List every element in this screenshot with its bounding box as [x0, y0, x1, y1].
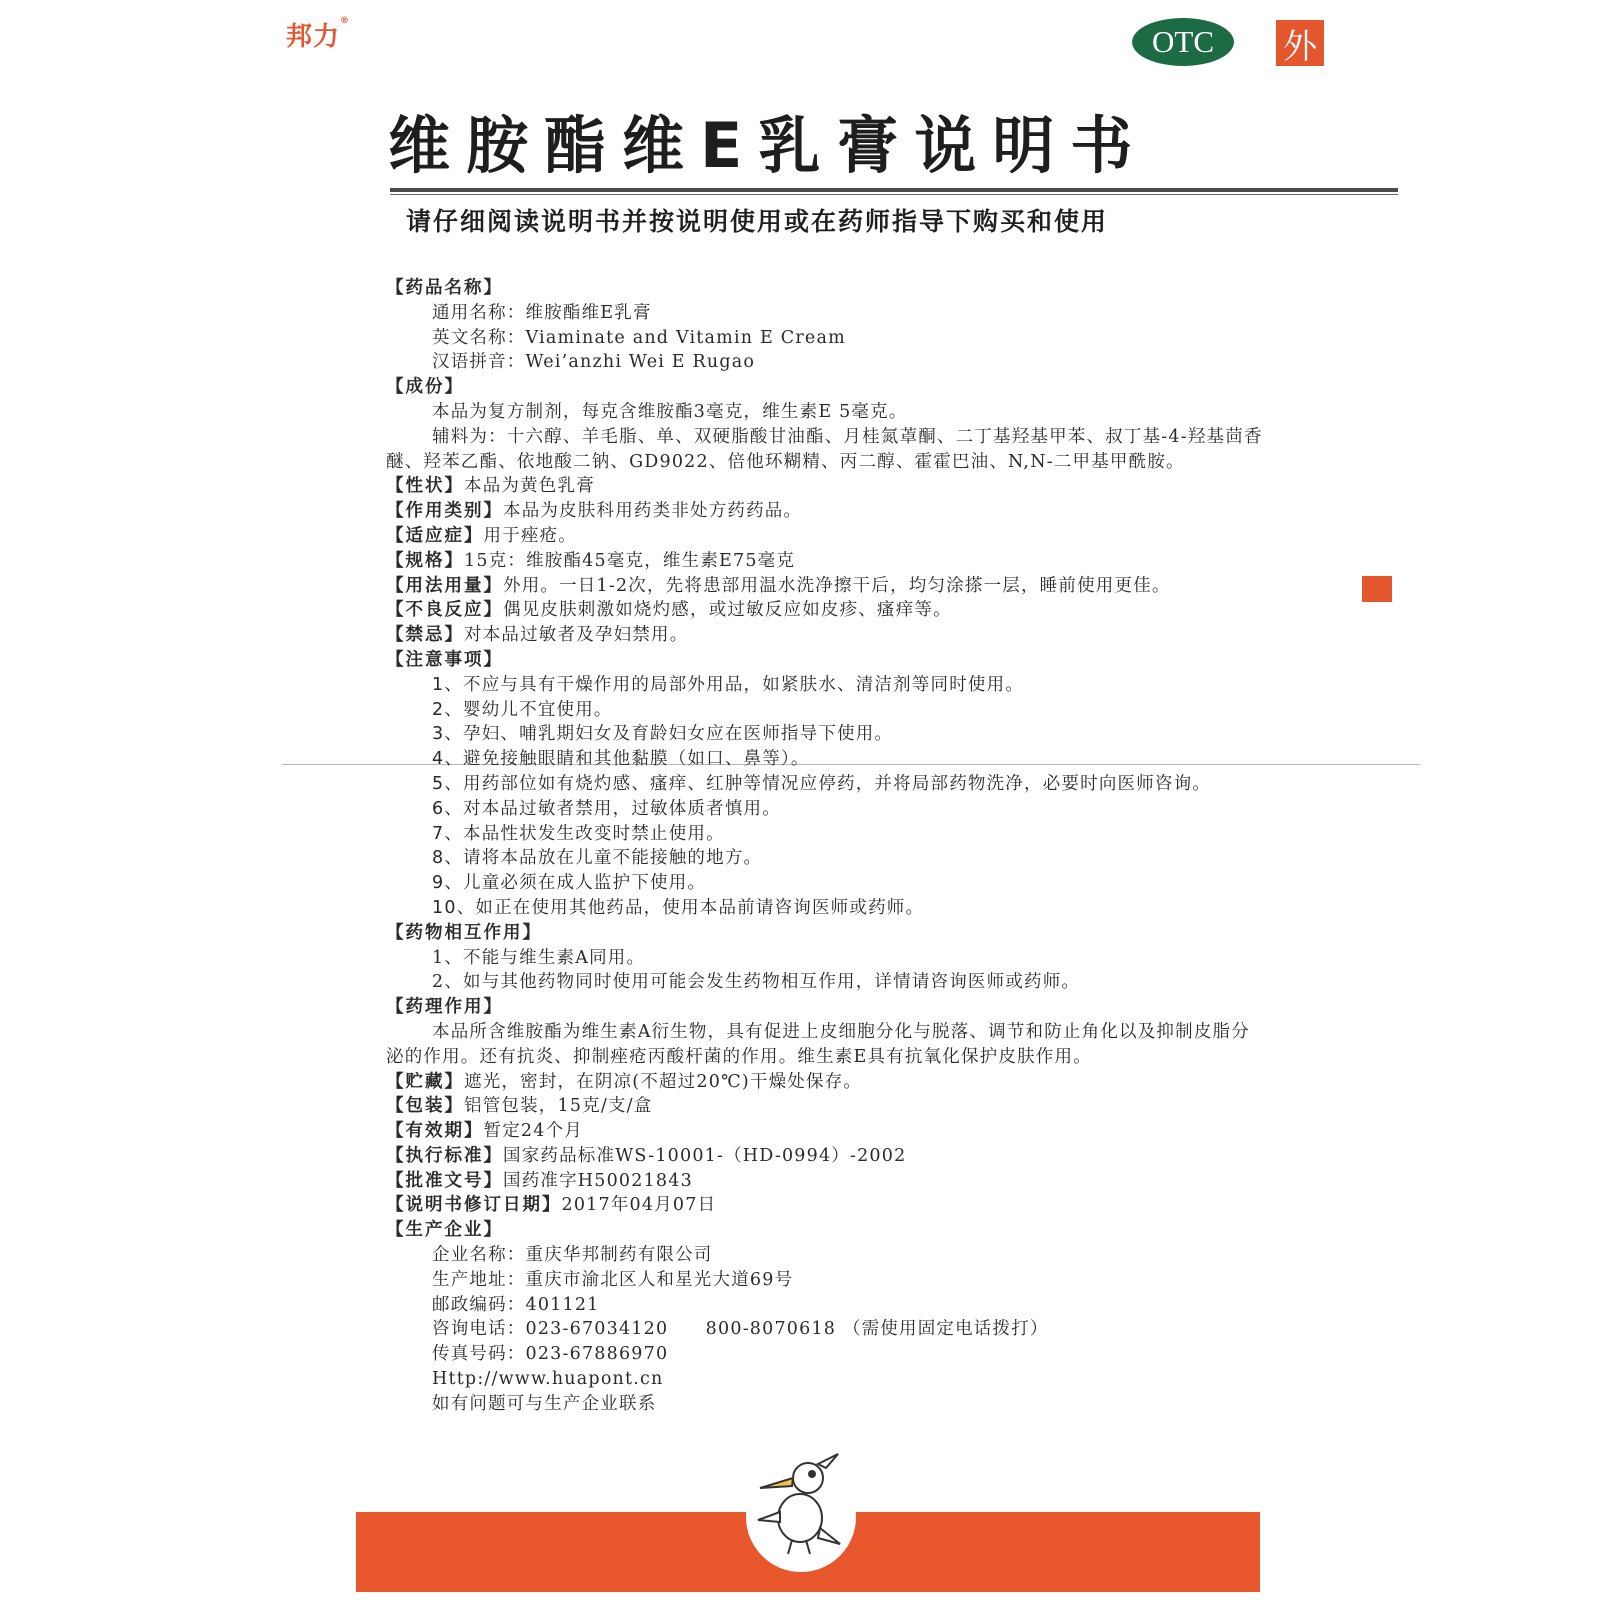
composition-excipients: 辅料为：十六醇、羊毛脂、单、双硬脂酸甘油酯、月桂氮䓬酮、二丁基羟基甲苯、叔丁基-4-羟基茴香醚、羟苯乙酯、依地酸二钠、GD9022、倍他环糊精、丙二醇、霍霍巴油、N,N-二甲基甲酰胺。 [386, 426, 1263, 472]
external-use-label: 外 [1283, 26, 1317, 67]
bird-mascot-icon [748, 1448, 848, 1562]
standard-label: 【执行标准】 [386, 1145, 503, 1166]
precaution-item: 5、用药部位如有烧灼感、瘙痒、红肿等情况应停药，并将局部药物洗净，必要时向医师咨询。 [432, 773, 1212, 794]
name-english: 英文名称：Viaminate and Vitamin E Cream [432, 327, 846, 348]
manufacturer-address: 生产地址：重庆市渝北区人和星光大道69号 [432, 1269, 794, 1290]
revision-row [386, 1193, 1286, 1218]
precaution-item: 4、避免接触眼睛和其他黏膜（如口、鼻等）。 [432, 749, 810, 770]
interaction-item: 1、不能与维生素A同用。 [432, 947, 646, 968]
registered-mark: ® [340, 16, 351, 26]
brand-logo [286, 16, 350, 53]
composition-main: 本品为复方制剂，每克含维胺酯3毫克，维生素E 5毫克。 [432, 401, 908, 422]
section-header-composition: 【成份】 [386, 377, 464, 398]
category-label: 【作用类别】 [386, 501, 503, 522]
package-row [386, 1094, 1286, 1119]
contra-label: 【禁忌】 [386, 625, 464, 646]
usage-text: 外用。一日1-2次，先将患部用温水洗净擦干后，均匀涂搽一层，睡前使用更佳。 [503, 575, 1171, 596]
indication-label: 【适应症】 [386, 525, 484, 546]
appearance-row [386, 474, 1286, 499]
interaction-item: 2、如与其他药物同时使用可能会发生药物相互作用，详情请咨询医师或药师。 [432, 972, 1081, 993]
precaution-item: 10、如正在使用其他药品，使用本品前请咨询医师或药师。 [432, 897, 925, 918]
precaution-item: 1、不应与具有干燥作用的局部外用品，如紧肤水、清洁剂等同时使用。 [432, 674, 1025, 695]
precaution-item: 9、儿童必须在成人监护下使用。 [432, 873, 707, 894]
usage-label: 【用法用量】 [386, 575, 503, 596]
usage-row [386, 574, 1286, 599]
precaution-item: 7、本品性状发生改变时禁止使用。 [432, 823, 725, 844]
precaution-item: 3、孕妇、哺乳期妇女及育龄妇女应在医师指导下使用。 [432, 724, 894, 745]
precaution-item: 2、婴幼儿不宜使用。 [432, 699, 613, 720]
package-text: 铝管包装，15克/支/盒 [464, 1096, 653, 1117]
appearance-text: 本品为黄色乳膏 [464, 476, 595, 497]
manufacturer-name: 企业名称：重庆华邦制药有限公司 [432, 1245, 713, 1266]
title-divider [390, 188, 1398, 192]
section-header-pharmacology: 【药理作用】 [386, 997, 503, 1018]
title-divider-thin [390, 194, 1398, 195]
otc-label: OTC [1152, 24, 1214, 59]
approval-row [386, 1169, 1286, 1194]
section-header-name: 【药品名称】 [386, 278, 503, 298]
package-label: 【包装】 [386, 1096, 464, 1117]
approval-text: 国药准字H50021843 [503, 1170, 693, 1191]
storage-label: 【贮藏】 [386, 1071, 464, 1092]
indication-row [386, 524, 1286, 549]
contra-row [386, 623, 1286, 648]
name-pinyin: 汉语拼音：Wei’anzhi Wei E Rugao [432, 352, 756, 373]
appearance-label: 【性状】 [386, 476, 464, 497]
brand-name: 邦力 [286, 22, 341, 52]
adverse-row [386, 598, 1286, 623]
standard-text: 国家药品标准WS-10001-（HD-0994）-2002 [503, 1145, 907, 1166]
adverse-label: 【不良反应】 [386, 600, 503, 621]
page-title: 维胺酯维E乳膏说明书 [388, 109, 1149, 182]
leaflet-body [386, 276, 1286, 1417]
approval-label: 【批准文号】 [386, 1170, 503, 1191]
contra-text: 对本品过敏者及孕妇禁用。 [464, 625, 689, 646]
category-text: 本品为皮肤科用药类非处方药药品。 [503, 501, 803, 522]
manufacturer-phone: 咨询电话：023-67034120 800-8070618 （需使用固定电话拨打） [432, 1319, 1049, 1340]
page-subtitle: 请仔细阅读说明书并按说明使用或在药师指导下购买和使用 [406, 207, 1109, 236]
spec-text: 15克：维胺酯45毫克，维生素E75毫克 [464, 550, 796, 571]
section-header-manufacturer: 【生产企业】 [386, 1220, 503, 1241]
decorative-red-mark [1362, 576, 1392, 602]
validity-label: 【有效期】 [386, 1121, 484, 1142]
manufacturer-postcode: 邮政编码：401121 [432, 1294, 600, 1315]
name-common: 通用名称：维胺酯维E乳膏 [432, 302, 652, 323]
category-row [386, 499, 1286, 524]
pharmacology-text: 本品所含维胺酯为维生素A衍生物，具有促进上皮细胞分化与脱落、调节和防止角化以及抑制皮脂分泌的作用。还有抗炎、抑制痤疮丙酸杆菌的作用。维生素E具有抗氧化保护皮肤作用。 [386, 1021, 1250, 1067]
indication-text: 用于痤疮。 [483, 525, 577, 546]
section-header-precautions: 【注意事项】 [386, 649, 503, 670]
manufacturer-contact: 如有问题可与生产企业联系 [432, 1393, 657, 1414]
spec-row [386, 549, 1286, 574]
external-use-badge [1276, 20, 1324, 66]
manufacturer-website: Http://www.huapont.cn [432, 1369, 664, 1390]
section-header-interactions: 【药物相互作用】 [386, 922, 542, 943]
storage-text: 遮光，密封，在阴凉(不超过20℃)干燥处保存。 [464, 1071, 863, 1092]
otc-badge [1132, 18, 1234, 66]
storage-row [386, 1070, 1286, 1095]
manufacturer-fax: 传真号码：023-67886970 [432, 1344, 669, 1365]
adverse-text: 偶见皮肤刺激如烧灼感，或过敏反应如皮疹、瘙痒等。 [503, 600, 952, 621]
standard-row [386, 1144, 1286, 1169]
revision-label: 【说明书修订日期】 [386, 1195, 562, 1216]
precaution-item: 6、对本品过敏者禁用，过敏体质者慎用。 [432, 798, 781, 819]
revision-text: 2017年04月07日 [561, 1195, 717, 1216]
spec-label: 【规格】 [386, 550, 464, 571]
validity-text: 暂定24个月 [483, 1121, 583, 1142]
precaution-item: 8、请将本品放在儿童不能接触的地方。 [432, 848, 763, 869]
validity-row [386, 1119, 1286, 1144]
